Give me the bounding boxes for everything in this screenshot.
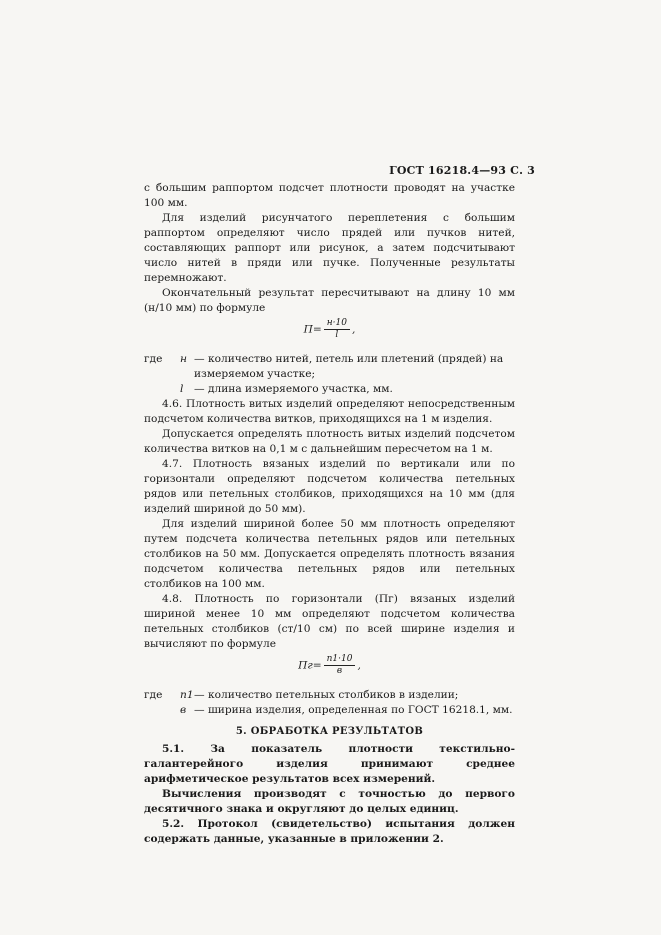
formula-lhs: Пг= [298,659,322,672]
formula-horizontal-density [144,654,515,684]
formula-numerator: n1·10 [324,654,356,666]
definition-symbol: l [180,383,184,395]
formula-definition [144,688,515,703]
paragraph: с большим раппортом подсчет плотности проводят на участке 100 мм. [144,182,515,209]
definition-text: — ширина изделия, определенная по ГОСТ 16218.1, мм. [194,704,513,716]
formula-definition [144,703,515,718]
paragraph: Вычисления производят с точностью до первого десятичного знака и округляют до целых единиц. [144,788,515,815]
definition-symbol: н [180,353,187,365]
where-label: где [144,353,163,365]
formula-lhs: П= [303,323,322,336]
definition-symbol: n1 [180,689,194,701]
where-label: где [144,689,163,701]
paragraph: 4.7. Плотность вязаных изделий по вертикали или по горизонтали определяют подсчетом количества петельных рядов или петельных столбиков, приходящихся на 10 мм (для изделий шириной до 50 мм). [144,458,515,515]
formula-denominator: l [335,330,339,340]
formula-definition [144,382,515,397]
body-text [144,181,515,847]
paragraph: Для изделий шириной более 50 мм плотность определяют путем подсчета количества петельных рядов или петельных столбиков на 50 мм. Допускается определять плотность вязания подсчетом количества петельных рядов или петельных столбиков на 100 мм. [144,518,515,590]
section-title: 5. ОБРАБОТКА РЕЗУЛЬТАТОВ [235,726,424,737]
definition-text: — количество нитей, петель или плетений (прядей) на измеряемом участке; [194,353,504,380]
paragraph: 4.6. Плотность витых изделий определяют непосредственным подсчетом количества витков, приходящихся на 1 м изделия. [144,398,515,425]
paragraph: 4.8. Плотность по горизонтали (Пг) вязаных изделий шириной менее 10 мм определяют подсчетом количества петельных столбиков (ст/10 см) по всей ширине изделия и вычисляют по формуле [144,593,515,650]
formula-numerator: н·10 [324,318,350,330]
paragraph: Окончательный результат пересчитывают на длину 10 мм (н/10 мм) по формуле [144,287,515,314]
paragraph: Допускается определять плотность витых изделий подсчетом количества витков на 0,1 м с дальнейшим пересчетом на 1 м. [144,428,515,455]
definition-symbol: в [180,704,187,716]
paragraph: Для изделий рисунчатого переплетения с большим раппортом определяют число прядей или пучков нитей, составляющих раппорт или рисунок, а затем подсчитывают число нитей в пряди или пучке. Полученные результаты перемножают. [144,212,515,284]
formula-tail: , [357,659,361,672]
formula-tail: , [352,323,356,336]
paragraph: 5.1. За показатель плотности текстильно-галантерейного изделия принимают среднее арифметическое результатов всех измерений. [144,743,515,785]
formula-fraction [324,318,350,341]
formula-denominator: в [336,666,343,676]
definition-text: — количество петельных столбиков в изделии; [194,689,459,701]
formula-fraction [324,654,356,677]
formula-density [144,318,515,348]
page-header: ГОСТ 16218.4—93 С. 3 [389,164,535,177]
definition-text: — длина измеряемого участка, мм. [194,383,393,395]
paragraph: 5.2. Протокол (свидетельство) испытания должен содержать данные, указанные в приложении 2. [144,818,515,845]
formula-definition [144,352,515,382]
